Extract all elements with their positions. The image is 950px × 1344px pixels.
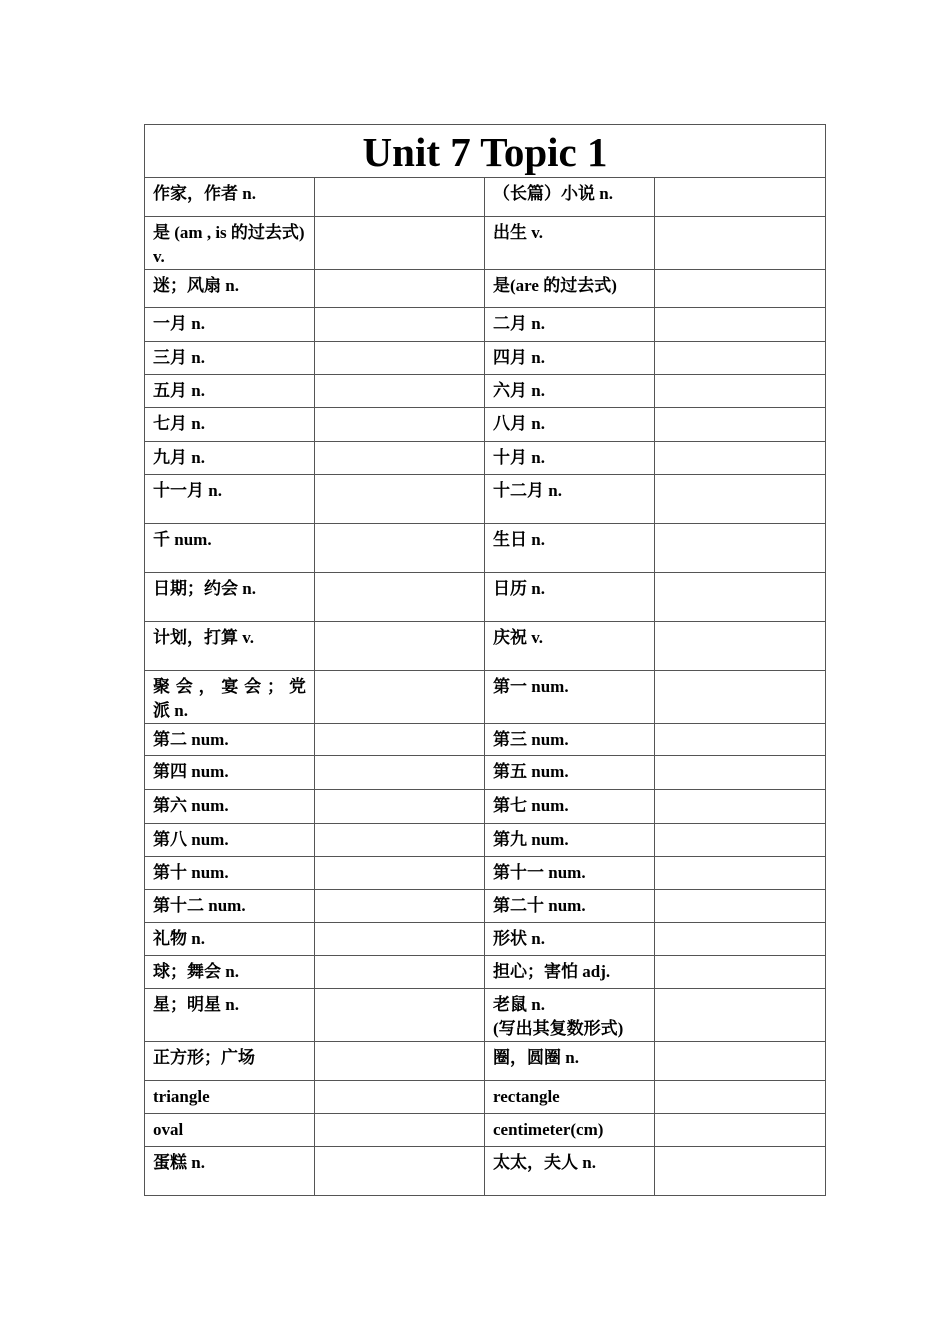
answer-blank[interactable] <box>315 217 485 270</box>
prompt-cell: 正方形；广场 <box>145 1042 315 1081</box>
answer-blank[interactable] <box>315 442 485 475</box>
prompt-cell: 第六 num. <box>145 790 315 824</box>
answer-blank[interactable] <box>315 270 485 308</box>
prompt-cell: 十一月 n. <box>145 475 315 524</box>
table-row <box>145 524 826 573</box>
table-row <box>145 217 826 270</box>
answer-blank[interactable] <box>315 524 485 573</box>
answer-blank[interactable] <box>655 217 826 270</box>
answer-blank[interactable] <box>315 1081 485 1114</box>
prompt-cell: 迷；风扇 n. <box>145 270 315 308</box>
answer-blank[interactable] <box>315 573 485 622</box>
answer-blank[interactable] <box>315 671 485 724</box>
prompt-cell <box>485 989 655 1042</box>
prompt-cell: 第十二 num. <box>145 890 315 923</box>
prompt-cell: 第二 num. <box>145 724 315 756</box>
prompt-cell: 八月 n. <box>485 408 655 442</box>
prompt-cell: 是(are 的过去式) <box>485 270 655 308</box>
answer-blank[interactable] <box>655 989 826 1042</box>
prompt-cell: 第三 num. <box>485 724 655 756</box>
table-row <box>145 1147 826 1196</box>
prompt-cell: 第八 num. <box>145 824 315 857</box>
answer-blank[interactable] <box>315 1114 485 1147</box>
table-row <box>145 408 826 442</box>
table-row <box>145 375 826 408</box>
table-row <box>145 956 826 989</box>
answer-blank[interactable] <box>315 308 485 342</box>
prompt-cell: 第七 num. <box>485 790 655 824</box>
answer-blank[interactable] <box>655 342 826 375</box>
table-row <box>145 342 826 375</box>
answer-blank[interactable] <box>315 724 485 756</box>
table-row <box>145 573 826 622</box>
prompt-cell: 第九 num. <box>485 824 655 857</box>
answer-blank[interactable] <box>315 342 485 375</box>
table-row <box>145 622 826 671</box>
prompt-cell: 圈，圆圈 n. <box>485 1042 655 1081</box>
answer-blank[interactable] <box>655 178 826 217</box>
answer-blank[interactable] <box>655 1147 826 1196</box>
prompt-cell: 出生 v. <box>485 217 655 270</box>
prompt-cell: 三月 n. <box>145 342 315 375</box>
answer-blank[interactable] <box>655 956 826 989</box>
answer-blank[interactable] <box>315 824 485 857</box>
answer-blank[interactable] <box>315 1147 485 1196</box>
prompt-cell: 五月 n. <box>145 375 315 408</box>
prompt-cell: 七月 n. <box>145 408 315 442</box>
prompt-cell: 星；明星 n. <box>145 989 315 1042</box>
prompt-cell: 第十一 num. <box>485 857 655 890</box>
table-row <box>145 1081 826 1114</box>
prompt-cell: 日期；约会 n. <box>145 573 315 622</box>
answer-blank[interactable] <box>315 475 485 524</box>
answer-blank[interactable] <box>655 408 826 442</box>
table-row <box>145 890 826 923</box>
answer-blank[interactable] <box>655 375 826 408</box>
vocabulary-sheet <box>144 124 825 1196</box>
table-row <box>145 442 826 475</box>
prompt-cell: 聚 会 ， 宴 会 ； 党 派 n. <box>145 671 315 724</box>
answer-blank[interactable] <box>655 756 826 790</box>
prompt-cell: 蛋糕 n. <box>145 1147 315 1196</box>
prompt-cell: triangle <box>145 1081 315 1114</box>
answer-blank[interactable] <box>655 890 826 923</box>
prompt-cell: 第二十 num. <box>485 890 655 923</box>
prompt-cell: centimeter(cm) <box>485 1114 655 1147</box>
table-row <box>145 270 826 308</box>
answer-blank[interactable] <box>655 671 826 724</box>
answer-blank[interactable] <box>655 308 826 342</box>
prompt-cell: 计划，打算 v. <box>145 622 315 671</box>
answer-blank[interactable] <box>315 408 485 442</box>
table-row <box>145 989 826 1042</box>
prompt-cell: 庆祝 v. <box>485 622 655 671</box>
table-row <box>145 756 826 790</box>
prompt-cell: （长篇）小说 n. <box>485 178 655 217</box>
prompt-cell: 第四 num. <box>145 756 315 790</box>
table-row <box>145 790 826 824</box>
prompt-cell: 球；舞会 n. <box>145 956 315 989</box>
prompt-cell: 第十 num. <box>145 857 315 890</box>
prompt-cell: 日历 n. <box>485 573 655 622</box>
prompt-cell: 担心；害怕 adj. <box>485 956 655 989</box>
answer-blank[interactable] <box>655 824 826 857</box>
answer-blank[interactable] <box>315 923 485 956</box>
title-row <box>145 125 826 178</box>
prompt-cell: 十二月 n. <box>485 475 655 524</box>
answer-blank[interactable] <box>315 375 485 408</box>
answer-blank[interactable] <box>655 1114 826 1147</box>
prompt-cell: 太太，夫人 n. <box>485 1147 655 1196</box>
answer-blank[interactable] <box>655 790 826 824</box>
table-row <box>145 475 826 524</box>
prompt-cell: 一月 n. <box>145 308 315 342</box>
answer-blank[interactable] <box>315 622 485 671</box>
prompt-note: (写出其复数形式) <box>493 1019 624 1038</box>
table-row <box>145 308 826 342</box>
prompt-cell: 十月 n. <box>485 442 655 475</box>
table-row <box>145 857 826 890</box>
prompt-cell: 千 num. <box>145 524 315 573</box>
answer-blank[interactable] <box>655 724 826 756</box>
table-row <box>145 724 826 756</box>
answer-blank[interactable] <box>655 475 826 524</box>
prompt-cell: 九月 n. <box>145 442 315 475</box>
table-row <box>145 824 826 857</box>
answer-blank[interactable] <box>315 790 485 824</box>
table-row <box>145 671 826 724</box>
table-row <box>145 178 826 217</box>
answer-blank[interactable] <box>655 923 826 956</box>
answer-blank[interactable] <box>655 622 826 671</box>
answer-blank[interactable] <box>655 442 826 475</box>
answer-blank[interactable] <box>315 857 485 890</box>
answer-blank[interactable] <box>655 1081 826 1114</box>
prompt-cell: 是 (am , is 的过去式) v. <box>145 217 315 270</box>
answer-blank[interactable] <box>655 1042 826 1081</box>
prompt-cell: 六月 n. <box>485 375 655 408</box>
prompt-cell: 作家，作者 n. <box>145 178 315 217</box>
answer-blank[interactable] <box>315 890 485 923</box>
table-row <box>145 1114 826 1147</box>
prompt-text: 老鼠 n. <box>493 995 545 1014</box>
prompt-cell: 二月 n. <box>485 308 655 342</box>
prompt-cell: oval <box>145 1114 315 1147</box>
answer-blank[interactable] <box>655 573 826 622</box>
answer-blank[interactable] <box>315 756 485 790</box>
prompt-cell: 形状 n. <box>485 923 655 956</box>
answer-blank[interactable] <box>315 1042 485 1081</box>
answer-blank[interactable] <box>655 524 826 573</box>
prompt-cell: 第一 num. <box>485 671 655 724</box>
answer-blank[interactable] <box>315 956 485 989</box>
table-row <box>145 923 826 956</box>
vocabulary-table <box>144 124 826 1196</box>
answer-blank[interactable] <box>655 857 826 890</box>
prompt-cell: 四月 n. <box>485 342 655 375</box>
page-title: Unit 7 Topic 1 <box>145 125 826 178</box>
prompt-cell: 生日 n. <box>485 524 655 573</box>
table-row <box>145 1042 826 1081</box>
answer-blank[interactable] <box>315 989 485 1042</box>
answer-blank[interactable] <box>315 178 485 217</box>
prompt-cell: rectangle <box>485 1081 655 1114</box>
prompt-cell: 第五 num. <box>485 756 655 790</box>
answer-blank[interactable] <box>655 270 826 308</box>
prompt-cell: 礼物 n. <box>145 923 315 956</box>
